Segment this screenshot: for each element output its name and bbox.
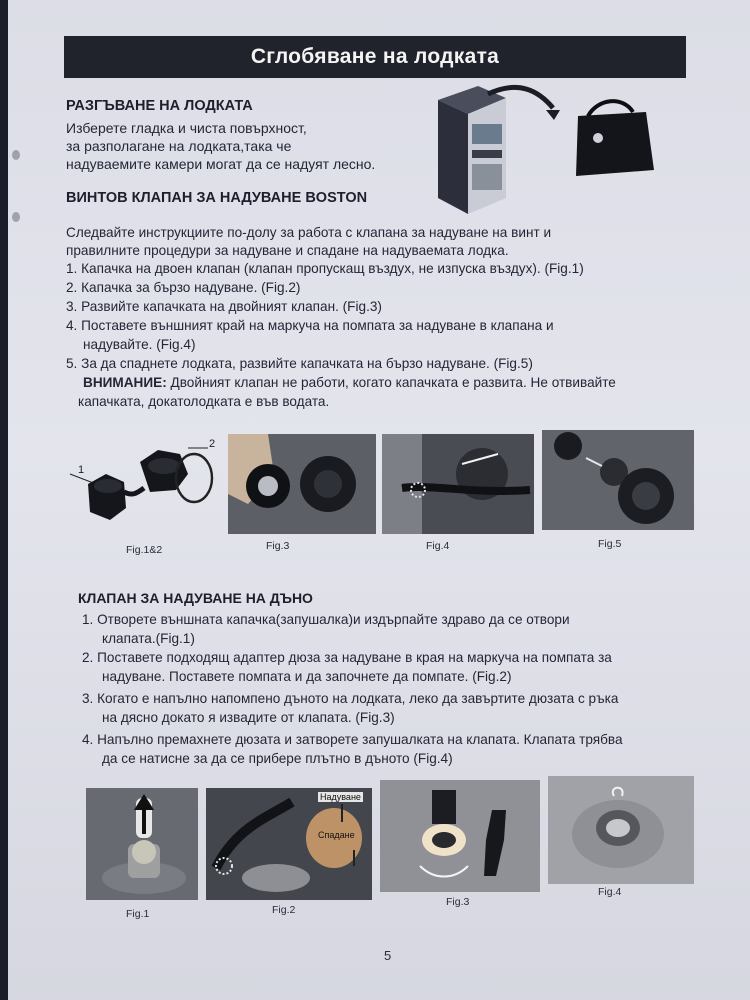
- photo-pump-hose: [382, 434, 534, 534]
- label-deflate: Спадане: [318, 830, 355, 840]
- step-3: 3. Развийте капачката на двойният клапан. (Fig.3): [66, 299, 382, 314]
- punch-hole: [12, 212, 20, 222]
- callout-1: 1: [78, 464, 85, 476]
- caption-bottom-fig3: Fig.3: [446, 896, 470, 908]
- manual-page: [8, 0, 750, 1000]
- step-2: 2. Капачка за бързо надуване. (Fig.2): [66, 280, 301, 295]
- caption-fig1-2: Fig.1&2: [126, 544, 163, 556]
- bottom-step-1-cont: клапата.(Fig.1): [102, 631, 195, 646]
- caption-fig3: Fig.3: [266, 540, 290, 552]
- photo-open-plug: [86, 788, 198, 900]
- bottom-step-3-cont: на дясно докато я извадите от клапата. (Fig.3): [102, 710, 395, 725]
- text-line: Следвайте инструкциите по-долу за работа с клапана за надуване на винт и: [66, 225, 552, 240]
- photo-insert-adapter: [206, 788, 372, 900]
- bottom-step-1: 1. Отворете външната капачка(запушалка)и издърпайте здраво да се отвори: [82, 612, 570, 627]
- photo-deflate-cap: [542, 430, 694, 530]
- caption-bottom-fig1: Fig.1: [126, 908, 150, 920]
- photo-closed-plug: [548, 776, 694, 884]
- text-line: надуваемите камери могат да се надуят лесно.: [66, 156, 376, 172]
- section-heading-unfold: РАЗГЪВАНЕ НА ЛОДКАТА: [66, 98, 253, 114]
- valve-caps-diagram: [66, 436, 226, 536]
- boat-box-and-bag-illustration: [428, 80, 668, 220]
- bottom-step-4-cont: да се натисне за да се прибере плътно в дъното (Fig.4): [102, 751, 453, 766]
- step-4: 4. Поставете външният край на маркуча на помпата за надуване в клапана и: [66, 318, 554, 333]
- text-line: правилните процедури за надуване и спадане на надуваемата лодка.: [66, 243, 509, 258]
- text-line: за разполагане на лодката,така че: [66, 138, 292, 154]
- page-number: 5: [384, 948, 392, 963]
- caption-fig5: Fig.5: [598, 538, 622, 550]
- warning-line-2: капачката, докатолодката е във водата.: [78, 394, 330, 409]
- bottom-step-2: 2. Поставете подходящ адаптер дюза за надуване в края на маркуча на помпата за: [82, 650, 612, 665]
- label-inflate: Надуване: [320, 792, 361, 802]
- section-heading-boston: ВИНТОВ КЛАПАН ЗА НАДУВАНЕ BOSTON: [66, 190, 368, 206]
- callout-2: 2: [209, 438, 216, 450]
- photo-unscrew-cap: [228, 434, 376, 534]
- step-4-cont: надувайте. (Fig.4): [83, 337, 196, 352]
- warning-text: Двойният клапан не работи, когато капачката е развита. Не отвивайте: [166, 375, 616, 390]
- caption-bottom-fig2: Fig.2: [272, 904, 296, 916]
- step-1: 1. Капачка на двоен клапан (клапан пропускащ въздух, не изпуска въздух). (Fig.1): [66, 261, 584, 276]
- bottom-step-4: 4. Напълно премахнете дюзата и затворете запушалката на клапата. Клапата трябва: [82, 732, 623, 747]
- bottom-step-2-cont: надуване. Поставете помпата и да започнете да помпате. (Fig.2): [102, 669, 512, 684]
- caption-bottom-fig4: Fig.4: [598, 886, 622, 898]
- punch-hole: [12, 150, 20, 160]
- text-line: Изберете гладка и чиста повърхност,: [66, 120, 307, 136]
- bottom-step-3: 3. Когато е напълно напомпено дъното на лодката, леко да завъртите дюзата с ръка: [82, 691, 619, 706]
- photo-remove-nozzle: [380, 780, 540, 892]
- warning-line: [83, 375, 616, 390]
- caption-fig4: Fig.4: [426, 540, 450, 552]
- warning-label: ВНИМАНИЕ:: [83, 375, 167, 390]
- page-title: Сглобяване на лодката: [64, 36, 686, 78]
- step-5: 5. За да спаднете лодката, развийте капачката на бързо надуване. (Fig.5): [66, 356, 533, 371]
- section-heading-bottom-valve: КЛАПАН ЗА НАДУВАНЕ НА ДЪНО: [78, 590, 313, 606]
